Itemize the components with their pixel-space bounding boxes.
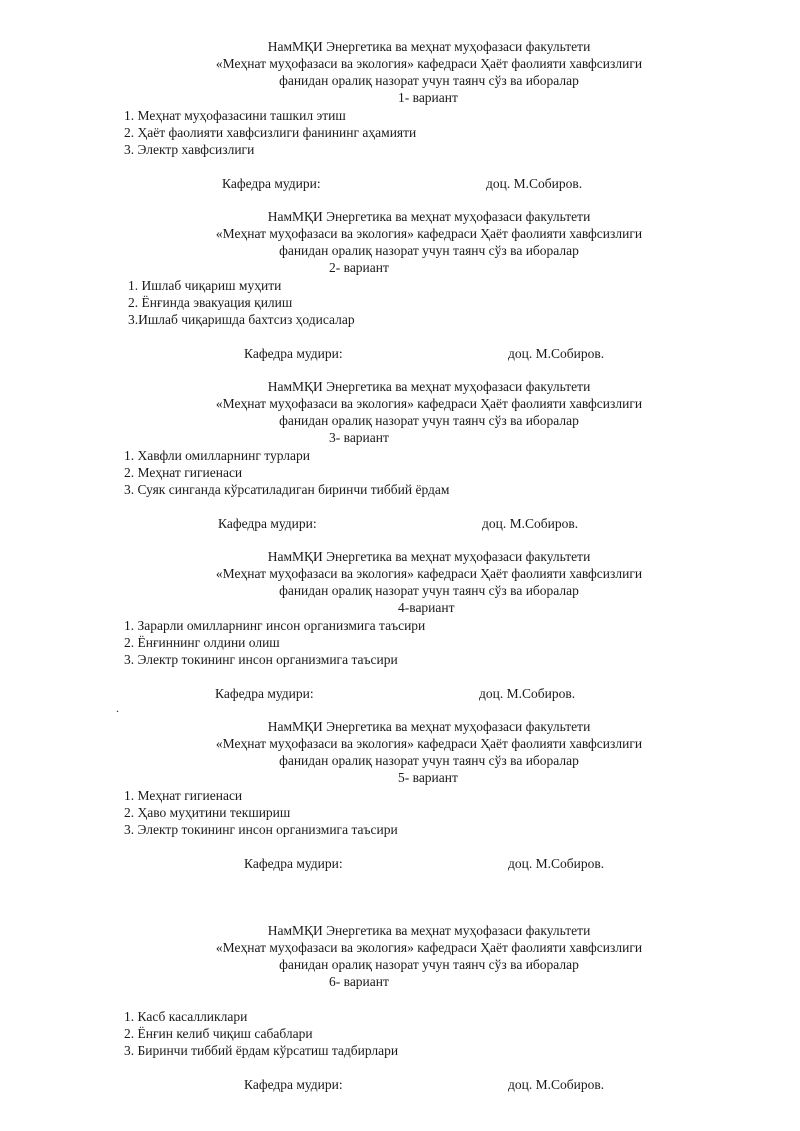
variant-number: 4-вариант [398,600,455,615]
list-item: 3. Суяк синганда кўрсатиладиган биринчи тиббий ёрдам [124,482,450,497]
header-department-line: «Меҳнат муҳофазаси ва экология» кафедраси Ҳаёт фаолияти хавфсизлиги [215,566,643,581]
header-faculty-line: НамМҚИ Энергетика ва меҳнат муҳофазаси факультети [267,549,591,564]
signature-name: доц. М.Собиров. [508,346,605,361]
variant-number: 2- вариант [329,260,389,275]
signature-label: Кафедра мудири: [222,176,321,191]
header-subject-line: фанидан оралиқ назорат учун таянч сўз ва иборалар [279,957,579,972]
signature-label: Кафедра мудири: [215,686,314,701]
list-item: 1. Меҳнат гигиенаси [124,788,243,803]
header-subject-line: фанидан оралиқ назорат учун таянч сўз ва иборалар [279,243,579,258]
list-item: 2. Ҳаво муҳитини текшириш [124,805,291,820]
header-department-line: «Меҳнат муҳофазаси ва экология» кафедраси Ҳаёт фаолияти хавфсизлиги [215,396,643,411]
variant-number: 1- вариант [398,90,458,105]
signature-name: доц. М.Собиров. [508,1077,605,1092]
header-subject-line: фанидан оралиқ назорат учун таянч сўз ва иборалар [279,583,579,598]
header-faculty-line: НамМҚИ Энергетика ва меҳнат муҳофазаси факультети [267,923,591,938]
header-faculty-line: НамМҚИ Энергетика ва меҳнат муҳофазаси факультети [267,379,591,394]
header-department-line: «Меҳнат муҳофазаси ва экология» кафедраси Ҳаёт фаолияти хавфсизлиги [215,56,643,71]
variant-number: 5- вариант [398,770,458,785]
header-faculty-line: НамМҚИ Энергетика ва меҳнат муҳофазаси факультети [267,39,591,54]
list-item: 1. Касб касалликлари [124,1009,248,1024]
signature-label: Кафедра мудири: [218,516,317,531]
signature-label: Кафедра мудири: [244,1077,343,1092]
list-item: 3. Электр токининг инсон организмига таъсири [124,652,398,667]
signature-name: доц. М.Собиров. [486,176,583,191]
list-item: 3.Ишлаб чиқаришда бахтсиз ҳодисалар [128,312,355,327]
variant-number: 6- вариант [329,974,389,989]
header-department-line: «Меҳнат муҳофазаси ва экология» кафедраси Ҳаёт фаолияти хавфсизлиги [215,226,643,241]
header-subject-line: фанидан оралиқ назорат учун таянч сўз ва иборалар [279,753,579,768]
header-department-line: «Меҳнат муҳофазаси ва экология» кафедраси Ҳаёт фаолияти хавфсизлиги [215,940,643,955]
stray-dot: . [116,701,119,715]
header-subject-line: фанидан оралиқ назорат учун таянч сўз ва иборалар [279,413,579,428]
header-department-line: «Меҳнат муҳофазаси ва экология» кафедраси Ҳаёт фаолияти хавфсизлиги [215,736,643,751]
list-item: 2. Ёнғин келиб чиқиш сабаблари [124,1026,313,1041]
list-item: 2. Ёнғинда эвакуация қилиш [128,295,293,310]
list-item: 3. Электр токининг инсон организмига таъсири [124,822,398,837]
list-item: 3. Биринчи тиббий ёрдам кўрсатиш тадбирлари [124,1043,399,1058]
list-item: 1. Меҳнат муҳофазасини ташкил этиш [124,108,346,123]
header-faculty-line: НамМҚИ Энергетика ва меҳнат муҳофазаси факультети [267,719,591,734]
list-item: 3. Электр хавфсизлиги [124,142,255,157]
signature-name: доц. М.Собиров. [508,856,605,871]
signature-label: Кафедра мудири: [244,346,343,361]
header-faculty-line: НамМҚИ Энергетика ва меҳнат муҳофазаси факультети [267,209,591,224]
signature-name: доц. М.Собиров. [479,686,576,701]
signature-name: доц. М.Собиров. [482,516,579,531]
list-item: 1. Зарарли омилларнинг инсон организмига таъсири [124,618,426,633]
signature-label: Кафедра мудири: [244,856,343,871]
list-item: 2. Меҳнат гигиенаси [124,465,243,480]
list-item: 1. Ишлаб чиқариш муҳити [128,278,282,293]
header-subject-line: фанидан оралиқ назорат учун таянч сўз ва иборалар [279,73,579,88]
variant-number: 3- вариант [329,430,389,445]
list-item: 2. Ҳаёт фаолияти хавфсизлиги фанининг аҳамияти [124,125,417,140]
list-item: 2. Ёнғиннинг олдини олиш [124,635,280,650]
list-item: 1. Хавфли омилларнинг турлари [124,448,310,463]
